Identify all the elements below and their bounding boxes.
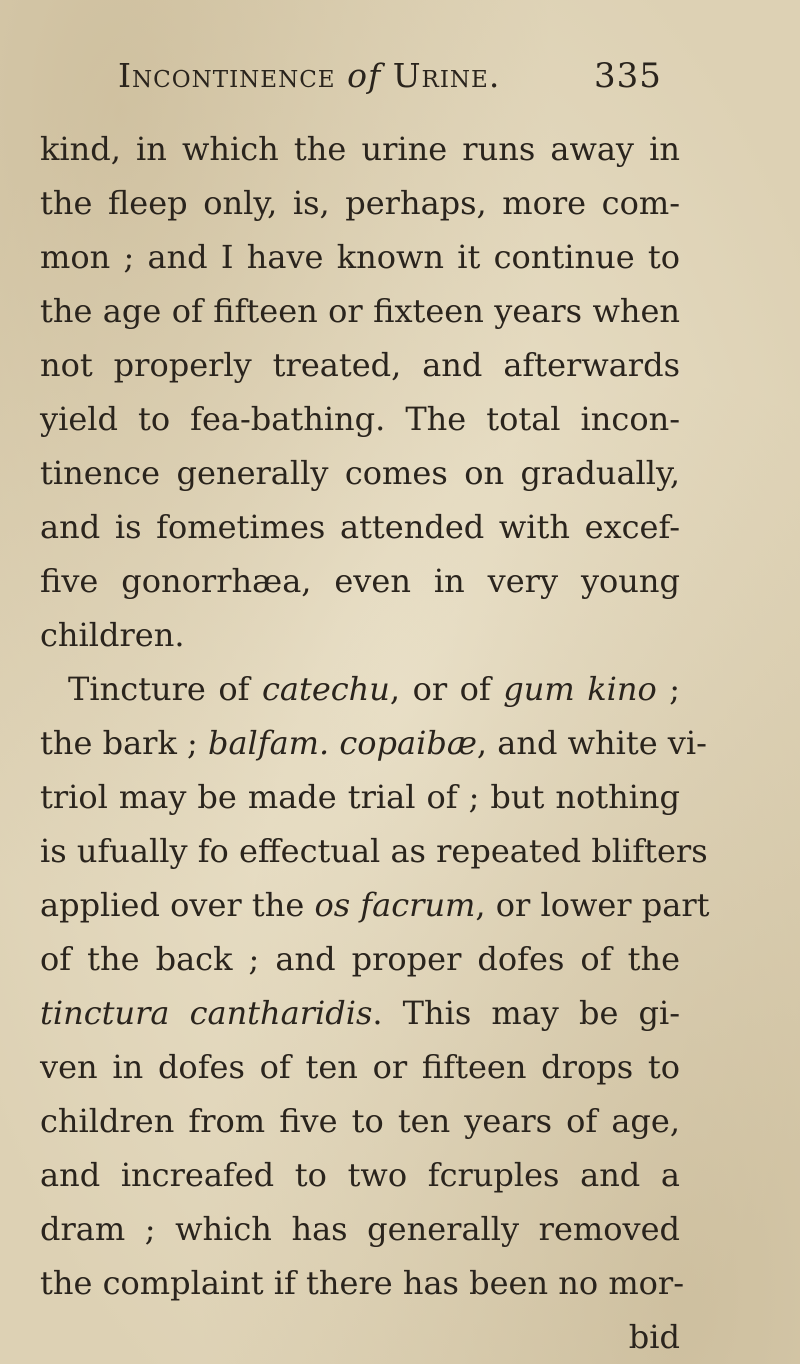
italic-term-os-facrum: os facrum bbox=[314, 886, 476, 924]
header-title-urine: Urine. bbox=[392, 56, 501, 95]
text-line: and increafed to two fcruples and a bbox=[40, 1156, 680, 1194]
text-line: yield to fea-bathing. The total incon- bbox=[40, 400, 680, 438]
text-line bbox=[40, 986, 680, 1040]
text-line: ven in dofes of ten or fifteen drops to bbox=[40, 1048, 680, 1086]
text-line: children from five to ten years of age, bbox=[40, 1102, 680, 1140]
text-line bbox=[40, 878, 710, 932]
header-title-incontinence: Incontinence bbox=[118, 56, 336, 95]
text-line bbox=[40, 716, 707, 770]
text-run: , or lower part bbox=[475, 886, 710, 924]
text-line: tinence generally comes on gradually, bbox=[40, 454, 680, 492]
text-line: is ufually fo effectual as repeated blifters bbox=[40, 832, 708, 870]
text-run: , or of bbox=[389, 670, 504, 708]
text-line: triol may be made trial of ; but nothing bbox=[40, 778, 680, 816]
text-line: dram ; which has generally removed bbox=[40, 1210, 680, 1248]
text-line: the complaint if there has been no mor- bbox=[40, 1264, 685, 1302]
text-line: not properly treated, and afterwards bbox=[40, 346, 680, 384]
text-line: the age of fifteen or fixteen years when bbox=[40, 292, 680, 330]
text-line: of the back ; and proper dofes of the bbox=[40, 940, 680, 978]
text-line bbox=[40, 662, 680, 716]
text-line: the fleep only, is, perhaps, more com- bbox=[40, 184, 680, 222]
running-header bbox=[118, 56, 718, 116]
text-run: ; bbox=[656, 670, 681, 708]
italic-term-gum-kino: gum kino bbox=[503, 670, 657, 708]
body-text bbox=[40, 122, 710, 1364]
text-line: children. bbox=[40, 616, 185, 654]
text-line: and is fometimes attended with excef- bbox=[40, 508, 680, 546]
text-run: . This may be gi- bbox=[372, 994, 680, 1032]
catchword: bid bbox=[628, 1318, 680, 1356]
text-run: applied over the bbox=[40, 886, 315, 924]
page-number: 335 bbox=[594, 56, 662, 96]
italic-term-tinctura-cantharidis: tinctura cantharidis bbox=[40, 994, 373, 1032]
italic-term-balfam-copaibae: balfam. copaibæ bbox=[207, 724, 477, 762]
italic-term-catechu: catechu bbox=[261, 670, 390, 708]
text-line: five gonorrhæa, even in very young bbox=[40, 562, 680, 600]
text-run: , and white vi- bbox=[476, 724, 707, 762]
text-run: Tincture of bbox=[68, 670, 262, 708]
text-run: the bark ; bbox=[40, 724, 208, 762]
text-line: mon ; and I have known it continue to bbox=[40, 238, 680, 276]
header-title-of: of bbox=[347, 56, 382, 95]
text-line: kind, in which the urine runs away in bbox=[40, 130, 680, 168]
